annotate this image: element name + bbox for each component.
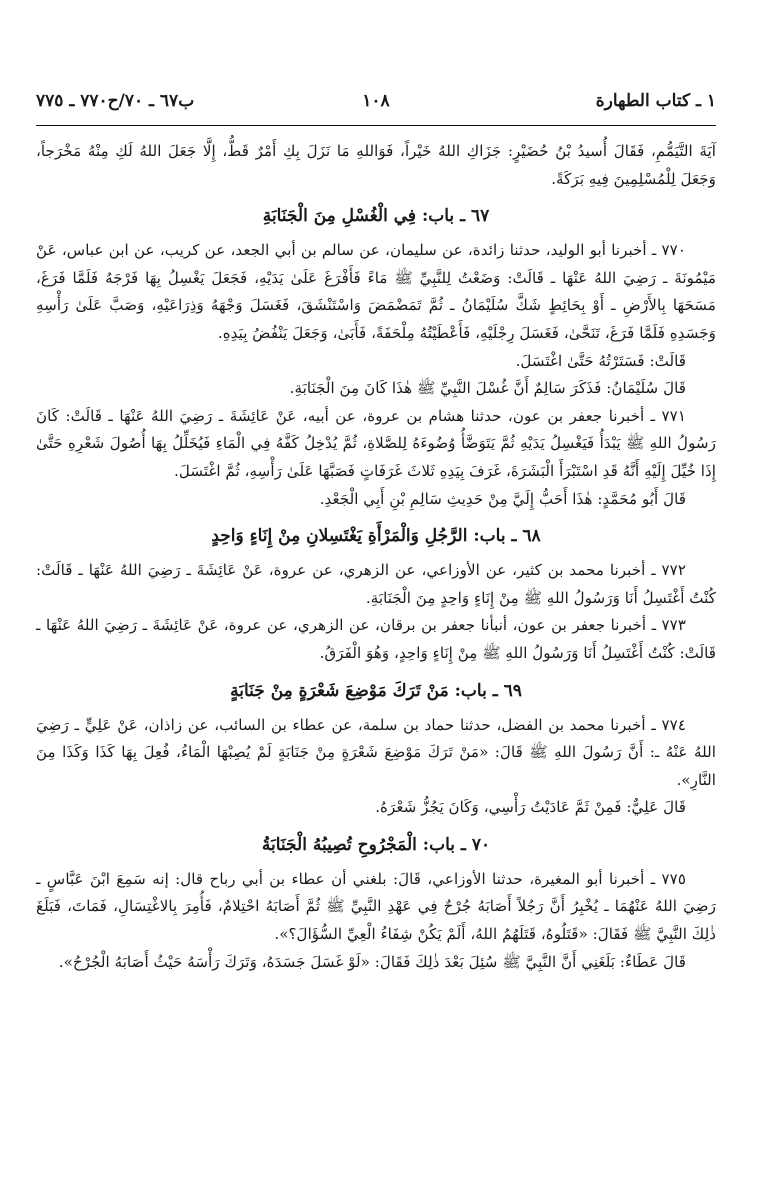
header-rule bbox=[36, 125, 716, 126]
hadith-771: ٧٧١ ـ أخبرنا جعفر بن عون، حدثنا هشام بن عروة، عن أبيه، عَنْ عَائِشَةَ ـ رَضِيَ اللهُ عَنْهَا ـ قَالَتْ: كَانَ رَسُولُ اللهِ ﷺ يَبْدَأُ فَيَغْسِلُ يَدَيْهِ ثُمَّ يَتَوَضَّأُ وُضُوءَهُ لِلصَّلاةِ، ثُمَّ يُدْخِلُ كَفَّهُ فِي الْمَاءِ فَيُخَلِّلُ بِهَا أُصُولَ شَعْرِهِ حَتَّىٰ إِذَا خُيِّلَ إِلَيْهِ أَنَّهُ قَدِ اسْتَبْرَأَ الْبَشَرَةَ، غَرَفَ بِيَدِهِ ثَلاثَ غَرَفَاتٍ فَصَبَّهَا عَلَىٰ رَأْسِهِ، ثُمَّ اغْتَسَلَ. bbox=[36, 406, 716, 480]
hadith-770-note-2: قَالَ سُلَيْمَانُ: فَذَكَرَ سَالِمٌ أَنَّ غُسْلَ النَّبِيِّ ﷺ هٰذَا كَانَ مِنَ الْجَنَابَةِ. bbox=[289, 379, 686, 398]
section-heading-67: ٦٧ ـ باب: فِي الْغُسْلِ مِنَ الْجَنَابَةِ bbox=[262, 206, 490, 227]
hadith-774-note: قَالَ عَلِيٌّ: فَمِنْ ثَمَّ عَادَيْتُ رَأْسِي، وَكَانَ يَجُزُّ شَعْرَهُ. bbox=[375, 798, 686, 817]
section-heading-68: ٦٨ ـ باب: الرَّجُلِ وَالْمَرْأَةِ يَغْتَسِلانِ مِنْ إِنَاءٍ وَاحِدٍ bbox=[211, 526, 541, 547]
section-heading-69: ٦٩ ـ باب: مَنْ تَرَكَ مَوْضِعَ شَعْرَةٍ مِنْ جَنَابَةٍ bbox=[230, 680, 522, 701]
hadith-775-note: قَالَ عَطَاءٌ: بَلَغَنِي أَنَّ النَّبِيَّ ﷺ سُئِلَ بَعْدَ ذٰلِكَ فَقَالَ: «لَوْ غَسَلَ جَسَدَهُ، وَتَرَكَ رَأْسَهُ حَيْثُ أَصَابَهُ الْجُرْحُ». bbox=[58, 952, 686, 971]
hadith-771-note: قَالَ أَبُو مُحَمَّدٍ: هٰذَا أَحَبُّ إِلَيَّ مِنْ حَدِيثِ سَالِمِ بْنِ أَبِي الْجَعْدِ. bbox=[319, 489, 686, 508]
page-number: ١٠٨ bbox=[362, 91, 390, 111]
section-heading-70: ٧٠ ـ باب: الْمَجْرُوحِ تُصِيبُهُ الْجَنَابَةُ bbox=[261, 834, 491, 855]
running-header bbox=[36, 86, 716, 116]
hadith-770-note-1: قَالَتْ: فَسَتَرْتُهُ حَتَّىٰ اغْتَسَلَ. bbox=[515, 351, 686, 370]
hadith-772: ٧٧٢ ـ أخبرنا محمد بن كثير، عن الأوزاعي، عن الزهري، عن عروة، عَنْ عَائِشَةَ ـ رَضِيَ اللهُ عَنْهَا ـ قَالَتْ: كُنْتُ أَغْتَسِلُ أَنَا وَرَسُولُ اللهِ ﷺ مِنْ إِنَاءٍ وَاحِدٍ مِنَ الْجَنَابَةِ. bbox=[36, 561, 716, 607]
hadith-774: ٧٧٤ ـ أخبرنا محمد بن الفضل، حدثنا حماد بن سلمة، عن عطاء بن السائب، عن زاذان، عَنْ عَلِيٍّ ـ رَضِيَ اللهُ عَنْهُ ـ: أَنَّ رَسُولَ اللهِ ﷺ قَالَ: «مَنْ تَرَكَ مَوْضِعَ شَعْرَةٍ مِنْ جَنَابَةٍ لَمْ يُصِبْهَا الْمَاءُ، فُعِلَ بِهَا كَذَا وَكَذَا مِنَ النَّارِ». bbox=[36, 715, 716, 789]
hadith-773: ٧٧٣ ـ أخبرنا جعفر بن عون، أنبأنا جعفر بن برقان، عن الزهري، عن عروة، عَنْ عَائِشَةَ ـ رَضِيَ اللهُ عَنْهَا ـ قَالَتْ: كُنْتُ أَغْتَسِلُ أَنَا وَرَسُولُ اللهِ ﷺ مِنْ إِنَاءٍ وَاحِدٍ، وَهُوَ الْفَرَقُ. bbox=[36, 616, 716, 662]
hadith-775: ٧٧٥ ـ أخبرنا أبو المغيرة، حدثنا الأوزاعي، قَالَ: بلغني أن عطاء بن أبي رباح قال: إنه سَمِعَ ابْنَ عَبَّاسٍ ـ رَضِيَ اللهُ عَنْهُمَا ـ يُخْبِرُ أَنَّ رَجُلاً أَصَابَهُ جُرْحٌ فِي عَهْدِ النَّبِيِّ ﷺ ثُمَّ أَصَابَهُ احْتِلامٌ، فَأُمِرَ بِالاغْتِسَالِ، فَمَاتَ، فَبَلَغَ ذٰلِكَ النَّبِيَّ ﷺ فَقَالَ: «قَتَلُوهُ، قَتَلَهُمُ اللهُ، أَلَمْ يَكُنْ شِفَاءُ الْعِيِّ السُّؤَالَ؟». bbox=[36, 869, 716, 944]
intro-paragraph: آيَةَ التَّيَمُّمِ، فَقَالَ أُسيدُ بْنُ حُضَيْرٍ: جَزَاكِ اللهُ خَيْراً، فَوَاللهِ مَا نَزَلَ بِكِ أَمْرٌ قَطُّ، إِلَّا جَعَلَ اللهُ لَكِ مِنْهُ مَخْرَجاً، وَجَعَلَ لِلْمُسْلِمِينَ فِيهِ بَرَكَةً. bbox=[36, 142, 716, 188]
header-range: ب٦٧ ـ ٧٠/ح٧٧٠ ـ ٧٧٥ bbox=[36, 91, 195, 111]
header-chapter: ١ ـ كتاب الطهارة bbox=[595, 91, 716, 111]
hadith-770: ٧٧٠ ـ أخبرنا أبو الوليد، حدثنا زائدة، عن سليمان، عن سالم بن أبي الجعد، عن كريب، عن ابن عباس، عَنْ مَيْمُونَةَ ـ رَضِيَ اللهُ عَنْهَا ـ قَالَتْ: وَضَعْتُ لِلنَّبِيِّ ﷺ مَاءً فَأَفْرَغَ عَلَىٰ يَدَيْهِ، فَجَعَلَ يَغْسِلُ بِهَا فَرْجَهُ فَلَمَّا فَرَغَ، مَسَحَهَا بِالأَرْضِ ـ أَوْ بِحَائِطٍ شَكَّ سُلَيْمَانُ ـ ثُمَّ تَمَضْمَضَ وَاسْتَنْشَقَ، فَغَسَلَ وَجْهَهُ وَذِرَاعَيْهِ، وَصَبَّ عَلَىٰ رَأْسِهِ وَجَسَدِهِ فَلَمَّا فَرَغَ، تَنَحَّىٰ، فَغَسَلَ رِجْلَيْهِ، فَأَعْطَيْتُهُ مِلْحَفَةً، فَأَبَىٰ، وَجَعَلَ يَنْفُضُ بِيَدِهِ. bbox=[36, 241, 716, 342]
page-body bbox=[36, 138, 716, 976]
